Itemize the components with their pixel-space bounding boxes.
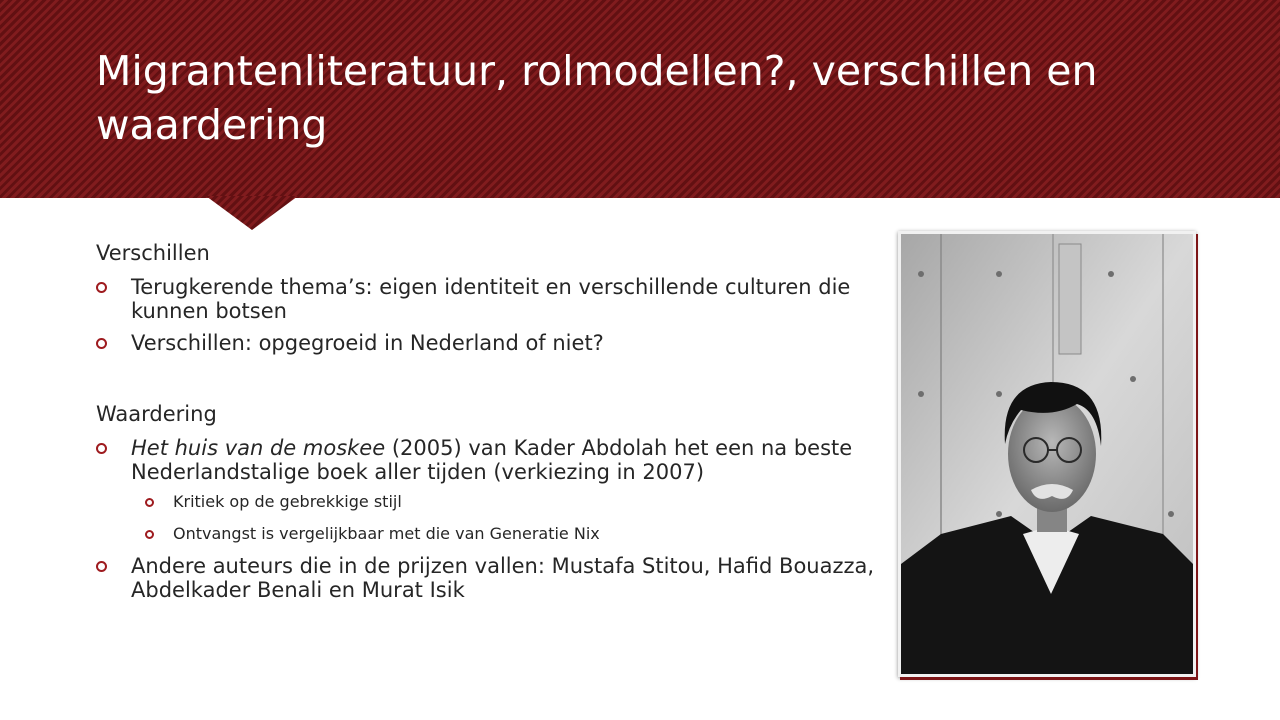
slide-content <box>96 238 876 610</box>
sub-bullet-text: Kritiek op de gebrekkige stijl <box>173 492 402 511</box>
sub-bullet-list <box>131 490 876 546</box>
sub-bullet-text: Ontvangst is vergelijkbaar met die van Generatie Nix <box>173 524 600 543</box>
portrait-image <box>901 234 1193 674</box>
circle-bullet-icon <box>96 282 107 293</box>
circle-bullet-icon <box>96 338 107 349</box>
bullet-item <box>96 554 876 602</box>
bullet-item <box>96 436 876 546</box>
author-photo <box>898 231 1196 677</box>
circle-bullet-icon <box>145 530 154 539</box>
circle-bullet-icon <box>96 561 107 572</box>
book-title: Het huis van de moskee <box>131 436 386 460</box>
bullet-text: (2005) van Kader Abdolah het een na beste Nederlandstalige boek aller tijden (verkiezing in 2007) <box>131 436 853 484</box>
circle-bullet-icon <box>145 498 154 507</box>
bullet-text: Verschillen: opgegroeid in Nederland of niet? <box>131 331 604 355</box>
bullet-item <box>96 275 876 323</box>
bullet-list-waardering <box>96 436 876 602</box>
title-banner-notch <box>206 196 298 230</box>
section-heading-waardering: Waardering <box>96 402 217 426</box>
bullet-item <box>96 331 876 355</box>
sub-bullet-item <box>131 490 876 514</box>
section-heading-verschillen: Verschillen <box>96 241 210 265</box>
sub-bullet-item <box>131 522 876 546</box>
slide-title: Migrantenliteratuur, rolmodellen?, verschillen en waardering <box>96 47 1098 149</box>
bullet-text: Andere auteurs die in de prijzen vallen: Mustafa Stitou, Hafid Bouazza, Abdelkader Benali en Murat Isik <box>131 554 875 602</box>
bullet-text: Terugkerende thema’s: eigen identiteit en verschillende culturen die kunnen botsen <box>131 275 851 323</box>
circle-bullet-icon <box>96 443 107 454</box>
bullet-list-verschillen <box>96 275 876 355</box>
